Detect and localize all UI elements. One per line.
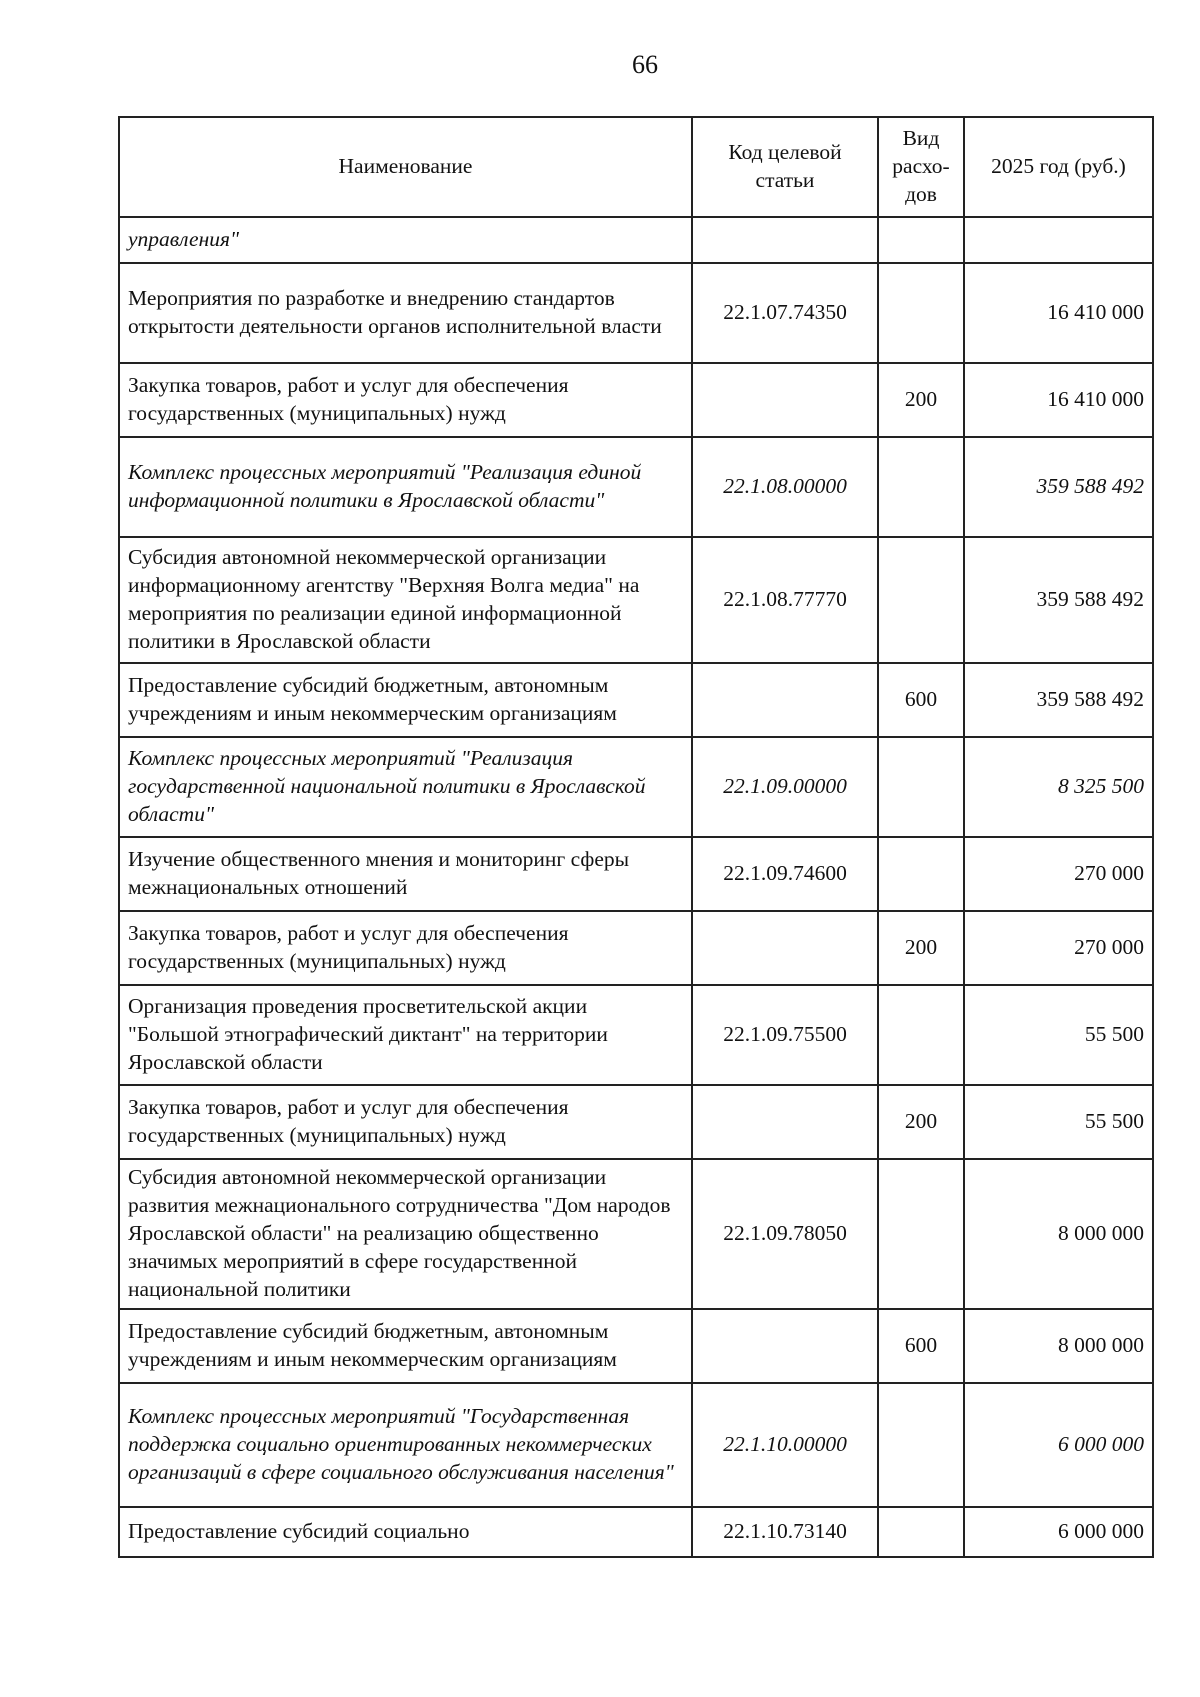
cell-name: Мероприятия по разработке и внедрению стандартов открытости деятельности органов исполнительной власти (119, 263, 692, 363)
cell-sum: 6 000 000 (964, 1383, 1153, 1507)
cell-code (692, 1309, 878, 1383)
budget-table (118, 116, 1154, 1558)
table-row (119, 1383, 1153, 1507)
cell-name: Комплекс процессных мероприятий "Государственная поддержка социально ориентированных некоммерческих организаций в сфере социального обслуживания населения" (119, 1383, 692, 1507)
cell-sum: 16 410 000 (964, 363, 1153, 437)
cell-name: Изучение общественного мнения и мониторинг сферы межнациональных отношений (119, 837, 692, 911)
cell-kind (878, 217, 964, 263)
cell-kind (878, 1159, 964, 1309)
table-row (119, 1085, 1153, 1159)
cell-sum: 359 588 492 (964, 663, 1153, 737)
cell-kind: 200 (878, 363, 964, 437)
cell-name: Организация проведения просветительской акции "Большой этнографический диктант" на территории Ярославской области (119, 985, 692, 1085)
cell-sum: 270 000 (964, 837, 1153, 911)
cell-code (692, 663, 878, 737)
cell-kind: 200 (878, 911, 964, 985)
cell-code: 22.1.09.00000 (692, 737, 878, 837)
header-sum: 2025 год (руб.) (964, 117, 1153, 217)
cell-code (692, 363, 878, 437)
cell-name: Предоставление субсидий социально (119, 1507, 692, 1557)
table-row (119, 737, 1153, 837)
cell-sum: 359 588 492 (964, 437, 1153, 537)
table-row (119, 1159, 1153, 1309)
cell-sum: 16 410 000 (964, 263, 1153, 363)
table-row (119, 1309, 1153, 1383)
cell-name: Комплекс процессных мероприятий "Реализация государственной национальной политики в Ярославской области" (119, 737, 692, 837)
table-row (119, 537, 1153, 663)
table-row (119, 217, 1153, 263)
cell-kind: 200 (878, 1085, 964, 1159)
table-row (119, 263, 1153, 363)
cell-sum: 359 588 492 (964, 537, 1153, 663)
cell-name: Субсидия автономной некоммерческой организации информационному агентству "Верхняя Волга медиа" на мероприятия по реализации единой информационной политики в Ярославской области (119, 537, 692, 663)
cell-code: 22.1.08.00000 (692, 437, 878, 537)
table-header-row (119, 117, 1153, 217)
cell-kind (878, 437, 964, 537)
table-row (119, 837, 1153, 911)
cell-kind (878, 537, 964, 663)
cell-code (692, 911, 878, 985)
cell-sum: 8 325 500 (964, 737, 1153, 837)
cell-code (692, 217, 878, 263)
cell-name: Закупка товаров, работ и услуг для обеспечения государственных (муниципальных) нужд (119, 911, 692, 985)
cell-code (692, 1085, 878, 1159)
cell-kind (878, 1507, 964, 1557)
cell-sum: 8 000 000 (964, 1159, 1153, 1309)
table-row (119, 985, 1153, 1085)
table-row (119, 911, 1153, 985)
table-row (119, 663, 1153, 737)
cell-code: 22.1.08.77770 (692, 537, 878, 663)
cell-kind (878, 985, 964, 1085)
cell-sum: 55 500 (964, 985, 1153, 1085)
cell-code: 22.1.10.00000 (692, 1383, 878, 1507)
cell-sum: 6 000 000 (964, 1507, 1153, 1557)
table-row (119, 1507, 1153, 1557)
header-kind: Вид расхо-дов (878, 117, 964, 217)
cell-code: 22.1.09.74600 (692, 837, 878, 911)
cell-sum: 8 000 000 (964, 1309, 1153, 1383)
header-code: Код целевой статьи (692, 117, 878, 217)
cell-code: 22.1.09.75500 (692, 985, 878, 1085)
cell-sum: 270 000 (964, 911, 1153, 985)
table-row (119, 363, 1153, 437)
cell-kind (878, 263, 964, 363)
cell-name: Комплекс процессных мероприятий "Реализация единой информационной политики в Ярославской области" (119, 437, 692, 537)
cell-sum (964, 217, 1153, 263)
header-name: Наименование (119, 117, 692, 217)
cell-code: 22.1.10.73140 (692, 1507, 878, 1557)
table-row (119, 437, 1153, 537)
cell-kind (878, 737, 964, 837)
cell-kind (878, 1383, 964, 1507)
cell-kind (878, 837, 964, 911)
cell-name: Предоставление субсидий бюджетным, автономным учреждениям и иным некоммерческим организациям (119, 663, 692, 737)
cell-code: 22.1.09.78050 (692, 1159, 878, 1309)
cell-code: 22.1.07.74350 (692, 263, 878, 363)
cell-name: Закупка товаров, работ и услуг для обеспечения государственных (муниципальных) нужд (119, 1085, 692, 1159)
cell-name: Субсидия автономной некоммерческой организации развития межнационального сотрудничества "Дом народов Ярославской области" на реализацию общественно значимых мероприятий в сфере государственной национальной политики (119, 1159, 692, 1309)
cell-sum: 55 500 (964, 1085, 1153, 1159)
cell-name: управления" (119, 217, 692, 263)
cell-name: Закупка товаров, работ и услуг для обеспечения государственных (муниципальных) нужд (119, 363, 692, 437)
cell-name: Предоставление субсидий бюджетным, автономным учреждениям и иным некоммерческим организациям (119, 1309, 692, 1383)
cell-kind: 600 (878, 663, 964, 737)
cell-kind: 600 (878, 1309, 964, 1383)
page-number: 66 (632, 50, 658, 79)
